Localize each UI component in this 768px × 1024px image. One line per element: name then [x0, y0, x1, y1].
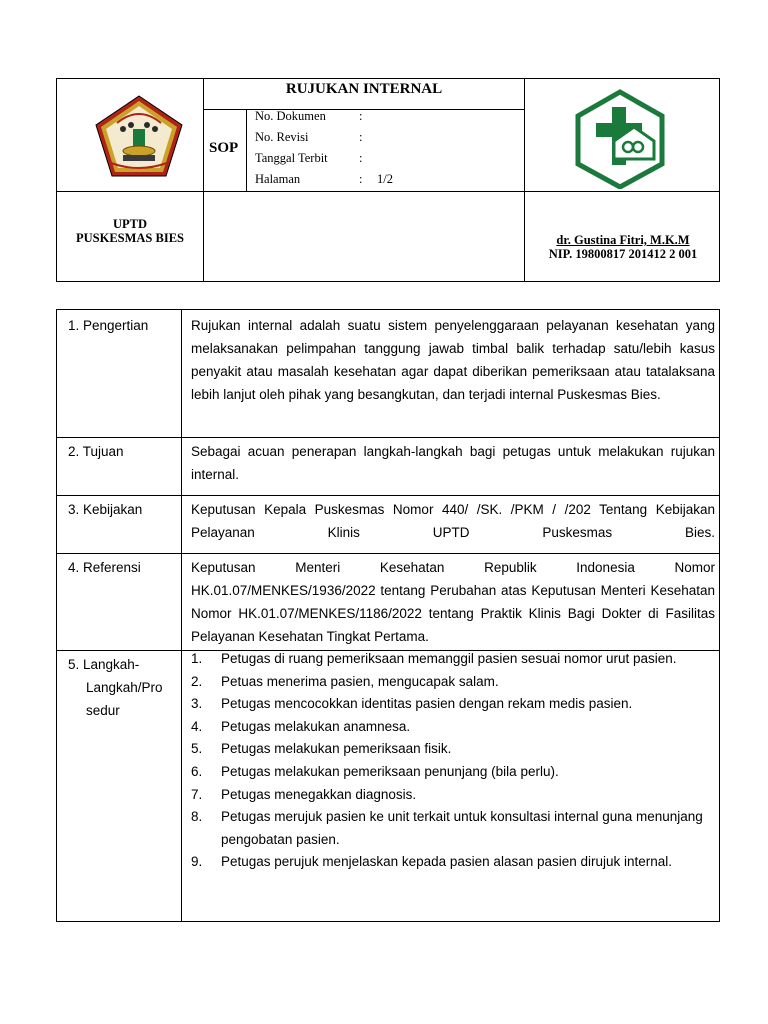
- step-text: Petugas mencocokkan identitas pasien dengan rekam medis pasien.: [221, 696, 633, 712]
- puskesmas-logo: [572, 89, 668, 189]
- list-item: [191, 761, 715, 784]
- signer-name: dr. Gustina Fitri, M.K.M: [556, 233, 690, 247]
- step-text: Petugas melakukan anamnesa.: [221, 718, 411, 734]
- section-text-pengertian: Rujukan internal adalah suatu sistem penyelenggaraan pelayanan kesehatan yang melaksanakan pelimpahan tanggung jawab timbal balik terhadap satu/lebih kasus penyakit atau masalah kesehatan agar dapat diberikan pemeriksaan atau tatalaksana lebih lanjut oleh pihak yang besangkutan, dan terjadi internal Puskesmas Bies.: [191, 318, 715, 402]
- org-line-2: PUSKESMAS BIES: [75, 231, 185, 245]
- meta-row-tanggal-terbit: [255, 151, 377, 166]
- list-item: [191, 716, 715, 739]
- column-divider: [181, 310, 182, 921]
- meta-colon: :: [359, 109, 363, 123]
- list-item: [191, 671, 715, 694]
- step-number: 6.: [191, 763, 203, 779]
- list-item: [191, 784, 715, 807]
- step-text: Petugas melakukan pemeriksaan fisik.: [221, 741, 452, 757]
- meta-label: No. Dokumen: [255, 109, 326, 123]
- document-title: RUJUKAN INTERNAL: [285, 81, 443, 97]
- meta-row-no-dokumen: [255, 109, 377, 124]
- section-label-referensi: 4. Referensi: [68, 560, 141, 575]
- step-number: 3.: [191, 696, 203, 712]
- row-divider: [57, 437, 719, 438]
- procedure-steps-list: [191, 648, 715, 874]
- meta-value: 1/2: [377, 172, 393, 186]
- header-divider: [246, 109, 247, 191]
- meta-row-halaman: [255, 172, 393, 187]
- meta-label: Tanggal Terbit: [255, 151, 328, 165]
- row-divider: [57, 553, 719, 554]
- section-text-kebijakan: Keputusan Kepala Puskesmas Nomor 440/ /SK. /PKM / /202 Tentang Kebijakan Pelayanan Klinis UPTD Puskesmas Bies.: [191, 502, 715, 540]
- section-label-kebijakan: 3. Kebijakan: [68, 502, 143, 517]
- section-label-tujuan: 2. Tujuan: [68, 444, 124, 459]
- step-number: 2.: [191, 673, 203, 689]
- step-number: 5.: [191, 741, 203, 757]
- step-number: 1.: [191, 651, 203, 666]
- step-text: Petugas menegakkan diagnosis.: [221, 786, 417, 802]
- step-text: Petugas melakukan pemeriksaan penunjang (bila perlu).: [221, 763, 559, 779]
- section-text-tujuan: Sebagai acuan penerapan langkah-langkah bagi petugas untuk melakukan rujukan internal.: [191, 444, 715, 482]
- step-number: 8.: [191, 809, 203, 825]
- meta-label: Halaman: [255, 172, 301, 186]
- regency-emblem-logo: [93, 93, 185, 179]
- meta-row-no-revisi: [255, 130, 377, 145]
- section-label-pengertian: 1. Pengertian: [68, 318, 149, 333]
- signer-nip: NIP. 19800817 201412 2 001: [548, 247, 698, 261]
- step-number: 4.: [191, 718, 203, 734]
- step-number: 7.: [191, 786, 203, 802]
- section-text-referensi: Keputusan Menteri Kesehatan Republik Indonesia Nomor HK.01.07/MENKES/1936/2022 tentang Perubahan atas Keputusan Menteri Kesehatan Nomor HK.01.07/MENKES/1186/2022 tentang Praktik Klinis Bagi Dokter di Fasilitas Pelayanan Kesehatan Tingkat Pertama.: [191, 560, 715, 644]
- signature-block: [525, 233, 721, 261]
- meta-label: No. Revisi: [255, 130, 309, 144]
- list-item: [191, 648, 715, 671]
- row-divider: [57, 495, 719, 496]
- list-item: [191, 693, 715, 716]
- meta-colon: :: [359, 151, 363, 165]
- step-text: Petuas menerima pasien, mengucapak salam.: [221, 673, 499, 689]
- prosedur-label-line: sedur: [86, 703, 120, 718]
- list-item: [191, 851, 715, 874]
- step-text: Petugas perujuk menjelaskan kepada pasien alasan pasien dirujuk internal.: [221, 854, 673, 870]
- step-text: Petugas merujuk pasien ke unit terkait untuk konsultasi internal guna menunjang pengobatan pasien.: [221, 809, 703, 847]
- sop-header-table: [56, 78, 720, 282]
- prosedur-label-line: Langkah/Pro: [86, 680, 163, 695]
- sop-content-table: [56, 309, 720, 922]
- section-label-prosedur: [68, 653, 163, 722]
- meta-colon: :: [359, 130, 363, 144]
- organization-name: [57, 217, 203, 245]
- prosedur-label-line: 5. Langkah-: [68, 657, 140, 672]
- meta-colon: :: [359, 172, 363, 186]
- list-item: [191, 738, 715, 761]
- header-divider: [57, 191, 719, 192]
- sop-label: SOP: [209, 140, 239, 156]
- org-line-1: UPTD: [112, 217, 148, 231]
- step-number: 9.: [191, 854, 203, 870]
- list-item: [191, 806, 715, 851]
- step-text: Petugas di ruang pemeriksaan memanggil pasien sesuai nomor urut pasien.: [221, 651, 677, 666]
